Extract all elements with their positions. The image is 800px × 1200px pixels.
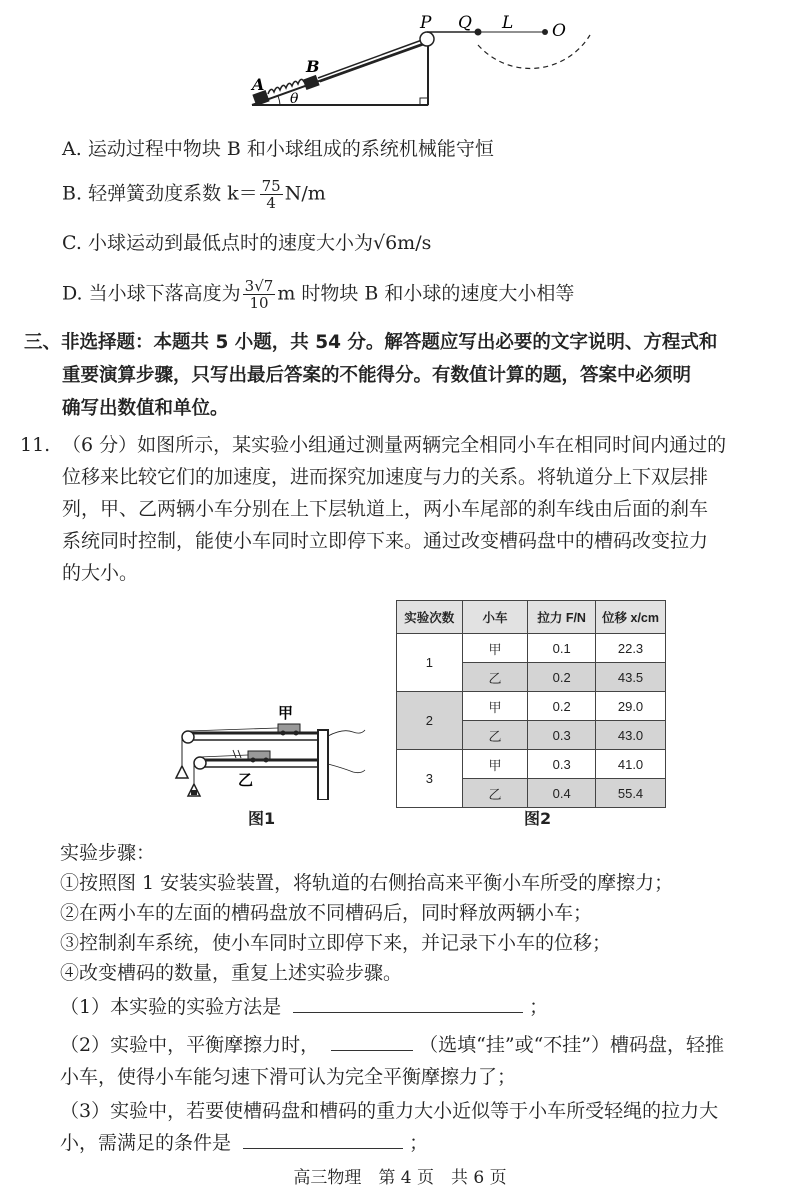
force-cell: 0.3 [528, 721, 596, 750]
option-c-pre: 小球运动到最低点时的速度大小为 [87, 232, 373, 254]
table-row [397, 692, 666, 721]
label-O: O [552, 21, 566, 41]
table-header: 位移 x/cm [596, 601, 666, 634]
force-cell: 0.2 [528, 663, 596, 692]
table-header: 拉力 F/N [528, 601, 596, 634]
option-b-letter: B. [62, 182, 83, 205]
option-a [62, 134, 494, 164]
subq-3-end: ； [409, 1132, 429, 1154]
answer-blank-1[interactable] [293, 992, 523, 1013]
option-d-den: 10 [249, 294, 269, 312]
step-4: ④改变槽码的数量，重复上述实验步骤。 [60, 962, 403, 984]
figure-2-table [396, 600, 666, 808]
label-Q: Q [458, 13, 472, 33]
answer-blank-3[interactable] [243, 1128, 403, 1149]
trial-cell: 3 [397, 750, 463, 808]
car-cell: 甲 [462, 634, 528, 663]
option-a-text: 运动过程中物块 B 和小球组成的系统机械能守恒 [87, 138, 494, 160]
q11-line-3: 列，甲、乙两辆小车分别在上下层轨道上，两小车尾部的刹车线由后面的刹车 [62, 498, 709, 520]
option-c-root: √6 [372, 232, 398, 254]
section-line-1: 三、非选择题：本题共 5 小题，共 54 分。解答题应写出必要的文字说明、方程式和 [24, 332, 718, 353]
disp-cell: 43.0 [596, 721, 666, 750]
option-a-letter: A. [62, 138, 82, 160]
table-header: 实验次数 [397, 601, 463, 634]
option-b-pre: 轻弹簧劲度系数 k＝ [88, 182, 258, 205]
section-line-3: 确写出数值和单位。 [62, 398, 229, 419]
car-cell: 甲 [462, 750, 528, 779]
fig1-label-jia: 甲 [278, 704, 294, 722]
disp-cell: 43.5 [596, 663, 666, 692]
label-P: P [420, 13, 432, 33]
figure-1-apparatus [168, 700, 368, 800]
subq-2-text: （2）实验中，平衡摩擦力时， [60, 1034, 320, 1056]
option-c-post: m/s [397, 232, 432, 254]
disp-cell: 41.0 [596, 750, 666, 779]
step-2: ②在两小车的左面的槽码盘放不同槽码后，同时释放两辆小车； [60, 902, 593, 924]
car-cell: 乙 [462, 779, 528, 808]
label-theta: θ [290, 91, 299, 107]
answer-blank-2[interactable] [331, 1030, 413, 1051]
subq-2-line-2: 小车，使得小车能匀速下滑可认为完全平衡摩擦力了； [60, 1066, 517, 1088]
figure-2-caption: 图2 [524, 809, 552, 828]
force-cell: 0.2 [528, 692, 596, 721]
subq-2-text-post: （选填“挂”或“不挂”）槽码盘，轻推 [419, 1034, 724, 1056]
table-row [397, 634, 666, 663]
subq-1 [60, 992, 548, 1022]
option-b-post: N/m [284, 182, 326, 205]
car-cell: 乙 [462, 663, 528, 692]
subq-3 [60, 1128, 428, 1158]
option-b-den: 4 [266, 194, 276, 212]
q11-line-1: （6 分）如图所示，某实验小组通过测量两辆完全相同小车在相同时间内通过的 [62, 434, 727, 456]
subq-2 [60, 1030, 724, 1060]
option-c-letter: C. [62, 232, 82, 254]
label-B: B [306, 57, 320, 76]
q11-line-2: 位移来比较它们的加速度，进而探究加速度与力的关系。将轨道分上下双层排 [62, 466, 709, 488]
steps-title: 实验步骤： [60, 842, 156, 864]
disp-cell: 29.0 [596, 692, 666, 721]
option-d-post: m 时物块 B 和小球的速度大小相等 [277, 282, 575, 305]
label-L: L [502, 13, 514, 33]
label-A: A [252, 75, 265, 94]
trial-cell: 1 [397, 634, 463, 692]
incline-spring-figure [240, 10, 610, 120]
q11-number: 11. [20, 434, 51, 456]
step-3: ③控制刹车系统，使小车同时立即停下来，并记录下小车的位移； [60, 932, 612, 954]
car-cell: 乙 [462, 721, 528, 750]
option-b-num: 75 [261, 177, 281, 195]
figure-1-caption: 图1 [248, 809, 276, 828]
force-cell: 0.1 [528, 634, 596, 663]
table-header: 小车 [462, 601, 528, 634]
subq-3-line-1: （3）实验中，若要使槽码盘和槽码的重力大小近似等于小车所受轻绳的拉力大 [60, 1100, 719, 1122]
subq-3-text: 小，需满足的条件是 [60, 1132, 232, 1154]
disp-cell: 22.3 [596, 634, 666, 663]
option-d-pre: 当小球下落高度为 [88, 282, 241, 305]
force-cell: 0.4 [528, 779, 596, 808]
option-b-fraction [260, 178, 283, 211]
step-1: ①按照图 1 安装实验装置，将轨道的右侧抬高来平衡小车所受的摩擦力； [60, 872, 674, 894]
trial-cell: 2 [397, 692, 463, 750]
option-d [62, 278, 574, 311]
page-footer: 高三物理 第 4 页 共 6 页 [293, 1168, 507, 1188]
option-b [62, 178, 326, 211]
option-d-num: 3√7 [244, 277, 274, 295]
disp-cell: 55.4 [596, 779, 666, 808]
fig1-label-yi: 乙 [238, 771, 254, 789]
table-row [397, 750, 666, 779]
subq-1-end: ； [529, 996, 549, 1018]
q11-line-5: 的大小。 [62, 562, 139, 584]
option-d-letter: D. [62, 282, 83, 305]
option-c [62, 228, 431, 258]
force-cell: 0.3 [528, 750, 596, 779]
section-line-2: 重要演算步骤，只写出最后答案的不能得分。有数值计算的题，答案中必须明 [62, 365, 692, 386]
option-d-fraction [243, 278, 276, 311]
q11-line-4: 系统同时控制，能使小车同时立即停下来。通过改变槽码盘中的槽码改变拉力 [62, 530, 709, 552]
car-cell: 甲 [462, 692, 528, 721]
subq-1-text: （1）本实验的实验方法是 [60, 996, 282, 1018]
